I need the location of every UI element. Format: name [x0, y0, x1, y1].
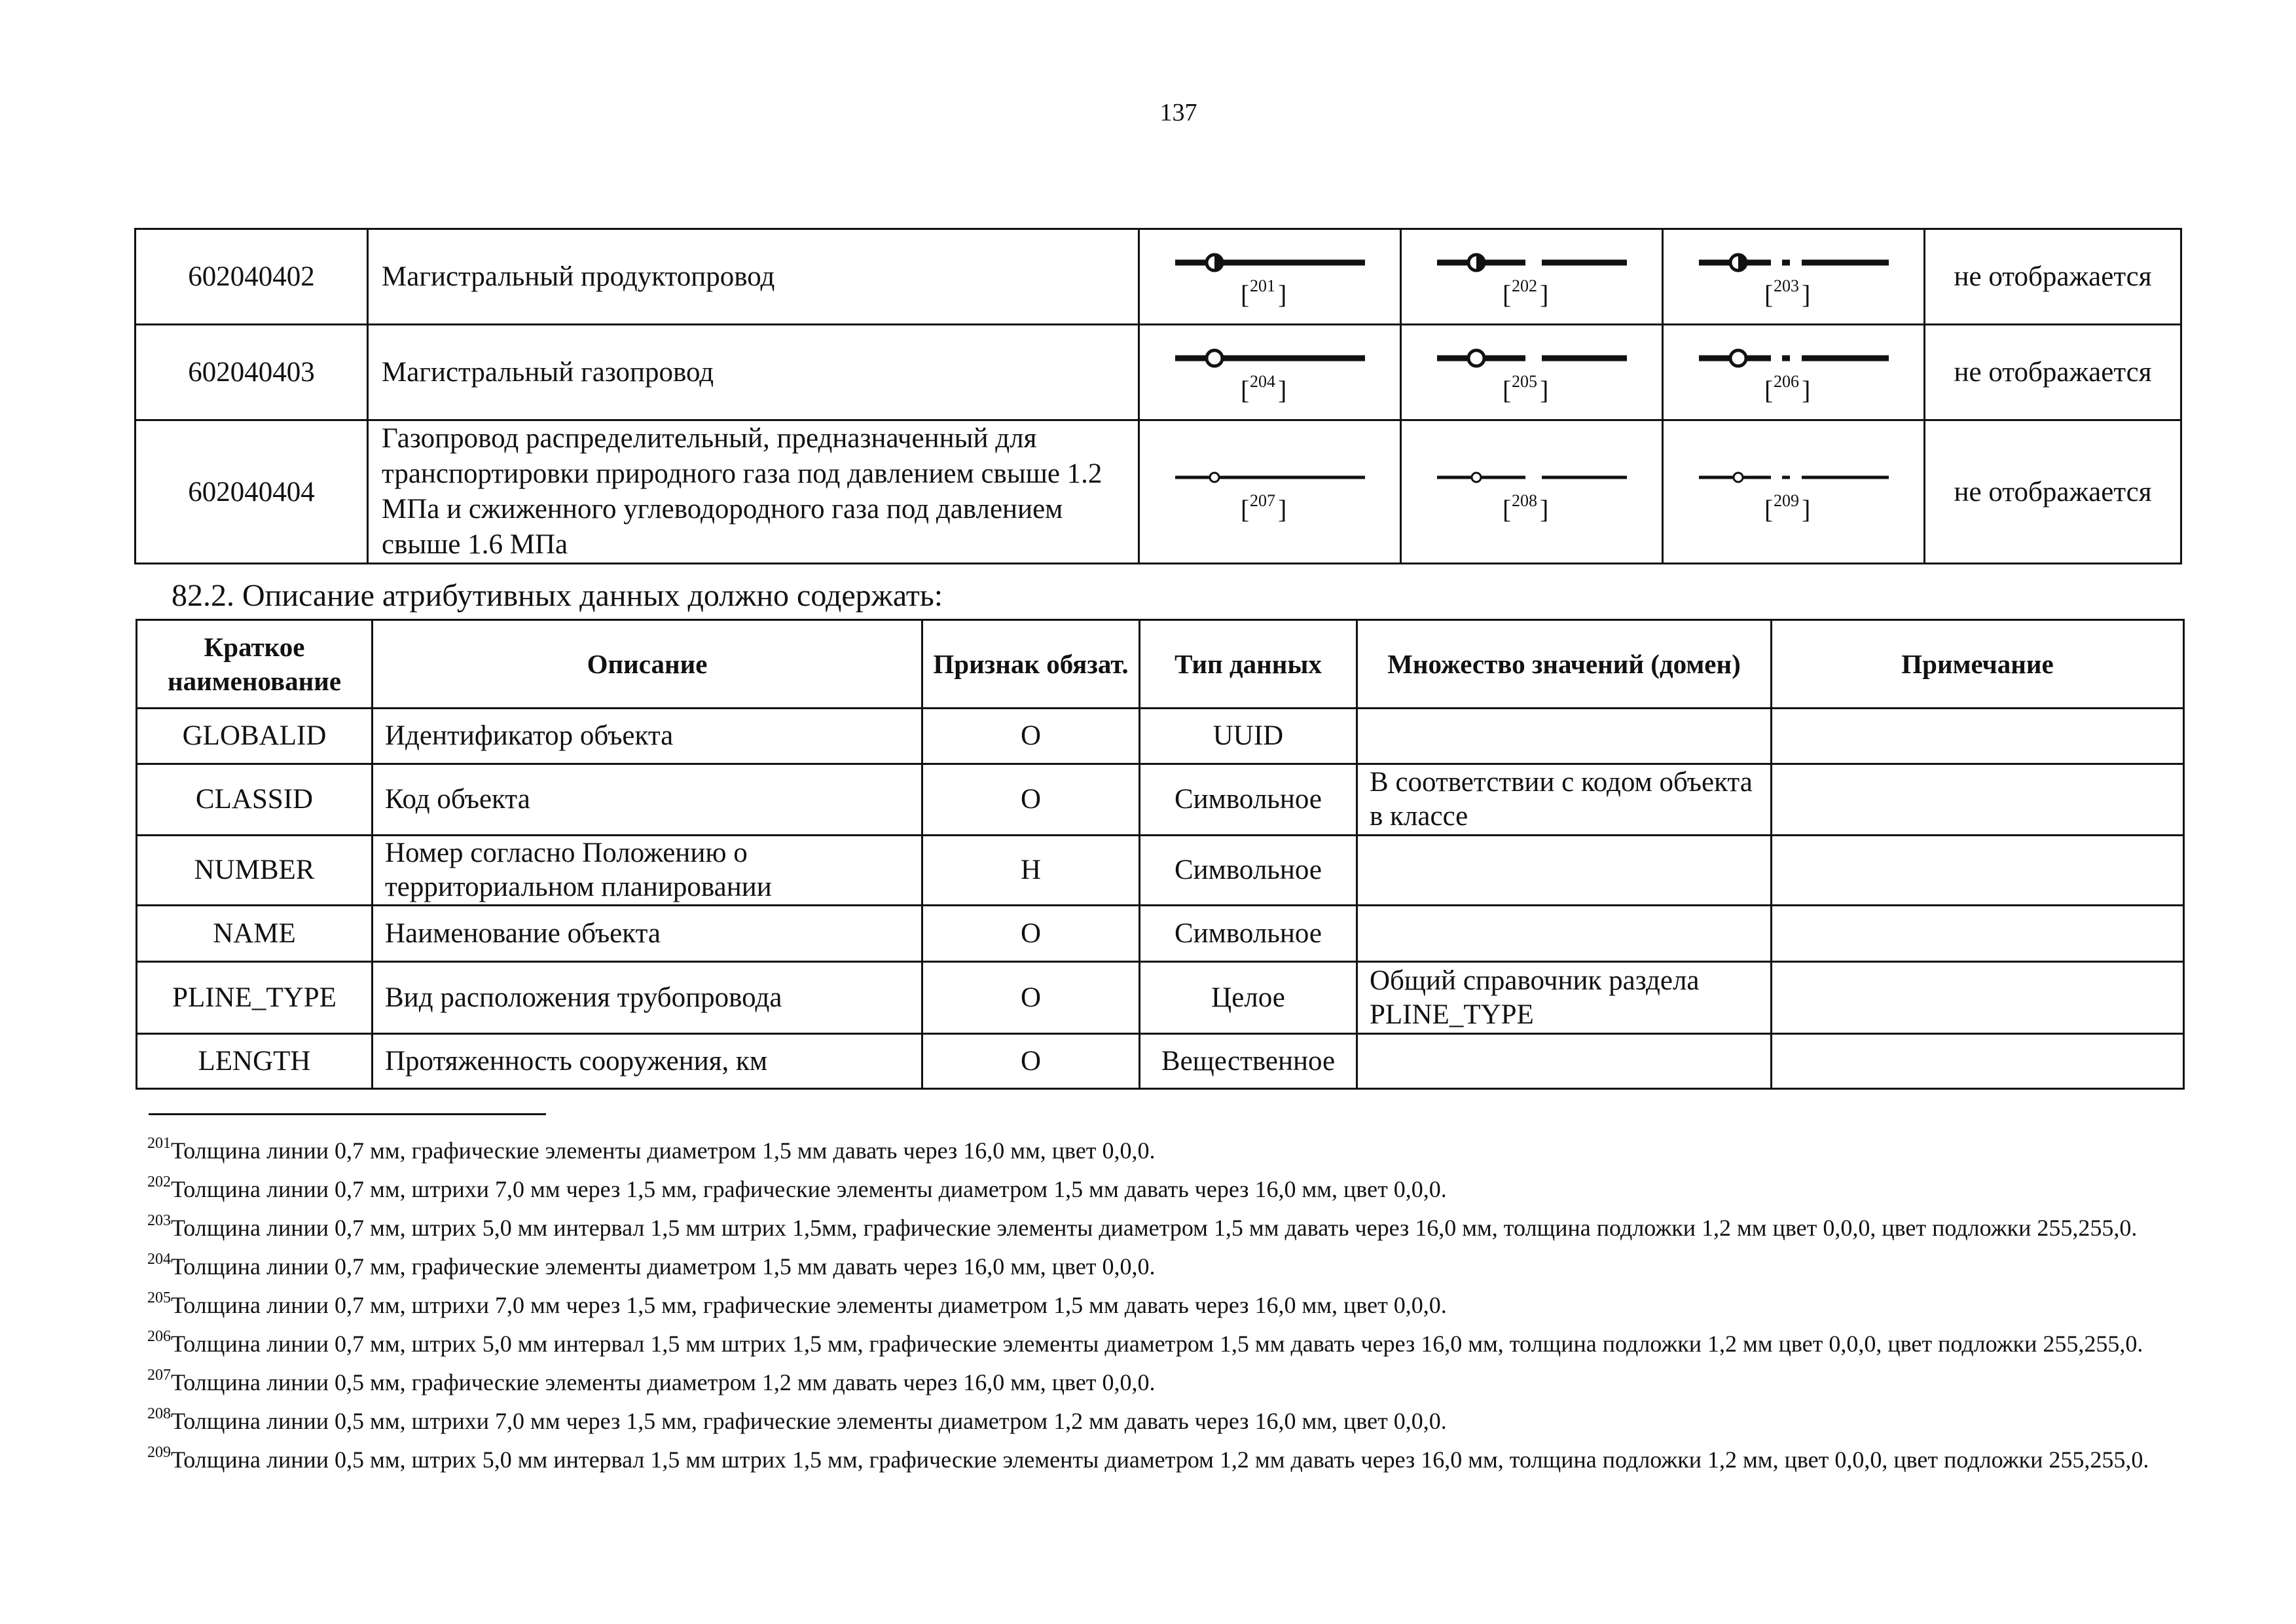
attr-data-type: Символьное: [1140, 764, 1357, 836]
footnote-ref: 208: [1511, 491, 1537, 510]
footnote-text: Толщина линии 0,5 мм, графические элементы диаметром 1,2 мм давать через 16,0 мм, цвет 0,0,0.: [171, 1369, 1156, 1395]
line-symbol-dash-dot: [1663, 325, 1925, 420]
attr-required: О: [922, 764, 1140, 836]
gas-pipeline-solid-symbol-icon: [1165, 340, 1375, 405]
svg-text:]: ]: [1539, 279, 1548, 309]
object-name: Газопровод распределительный, предназначенный для транспортировки природного газа под давлением свыше 1.2 МПа и сжиженного углеводородного газа под давлением свыше 1.6 МПа: [368, 420, 1139, 564]
attr-note: [1772, 962, 2184, 1034]
footnote-text: Толщина линии 0,5 мм, штрихи 7,0 мм через 1,5 мм, графические элементы диаметром 1,2 мм давать через 16,0 мм, цвет 0,0,0.: [171, 1408, 1447, 1434]
attr-domain: [1357, 906, 1772, 962]
attr-description: Вид расположения трубопровода: [373, 962, 922, 1034]
footnote-number: 201: [147, 1135, 171, 1152]
footnote-text: Толщина линии 0,5 мм, штрих 5,0 мм интервал 1,5 мм штрих 1,5 мм, графические элементы диаметром 1,2 мм давать через 16,0 мм, толщина подложки 1,2 мм, цвет 0,0,0, цвет подложки 255,255,0.: [171, 1447, 2149, 1473]
display-note: не отображается: [1925, 229, 2181, 325]
svg-text:[: [: [1240, 279, 1249, 309]
footnote-text: Толщина линии 0,7 мм, графические элементы диаметром 1,5 мм давать через 16,0 мм, цвет 0,0,0.: [171, 1253, 1156, 1280]
table-row: [137, 906, 2184, 962]
svg-text:[: [: [1240, 494, 1249, 524]
footnote-number: 205: [147, 1289, 171, 1306]
footnote-number: 204: [147, 1251, 171, 1268]
svg-text:[: [: [1502, 375, 1511, 405]
footnote: [147, 1282, 2183, 1321]
attr-data-type: Символьное: [1140, 906, 1357, 962]
distribution-pipeline-dash-dot-symbol-icon: [1689, 459, 1899, 525]
attr-domain: [1357, 1034, 1772, 1089]
footnote-text: Толщина линии 0,7 мм, штрих 5,0 мм интервал 1,5 мм штрих 1,5мм, графические элементы диаметром 1,5 мм давать через 16,0 мм, толщина подложки 1,2 мм цвет 0,0,0, цвет подложки 255,255,0.: [171, 1215, 2138, 1241]
footnote-text: Толщина линии 0,7 мм, графические элементы диаметром 1,5 мм давать через 16,0 мм, цвет 0,0,0.: [171, 1137, 1156, 1164]
footnote-number: 207: [147, 1367, 171, 1384]
header-note: Примечание: [1772, 620, 2184, 709]
footnote: [147, 1359, 2183, 1398]
line-symbol-dashed: [1401, 420, 1663, 564]
svg-text:[: [: [1764, 279, 1773, 309]
footnote: [147, 1398, 2183, 1437]
distribution-pipeline-solid-symbol-icon: [1165, 459, 1375, 525]
footnote-ref: 201: [1249, 276, 1275, 295]
pipeline-dashed-symbol-icon: [1427, 244, 1637, 310]
object-code: 602040404: [136, 420, 368, 564]
svg-text:]: ]: [1277, 494, 1286, 524]
attr-short-name: LENGTH: [137, 1034, 373, 1089]
footnote-ref: 204: [1249, 371, 1275, 391]
footnote-text: Толщина линии 0,7 мм, штрихи 7,0 мм через 1,5 мм, графические элементы диаметром 1,5 мм давать через 16,0 мм, цвет 0,0,0.: [171, 1176, 1447, 1202]
svg-text:]: ]: [1277, 375, 1286, 405]
table-row: [137, 764, 2184, 836]
attr-domain: [1357, 709, 1772, 764]
attr-domain: [1357, 836, 1772, 906]
footnote-number: 208: [147, 1405, 171, 1422]
attr-description: Наименование объекта: [373, 906, 922, 962]
attr-description: Номер согласно Положению о территориальном планировании: [373, 836, 922, 906]
footnote-number: 202: [147, 1173, 171, 1190]
header-data-type: Тип данных: [1140, 620, 1357, 709]
footnote-ref: 202: [1511, 276, 1537, 295]
attr-short-name: GLOBALID: [137, 709, 373, 764]
svg-text:]: ]: [1801, 279, 1810, 309]
attr-note: [1772, 906, 2184, 962]
attr-description: Идентификатор объекта: [373, 709, 922, 764]
attr-required: О: [922, 962, 1140, 1034]
table-row: [136, 325, 2181, 420]
header-required: Признак обязат.: [922, 620, 1140, 709]
attr-description: Протяженность сооружения, км: [373, 1034, 922, 1089]
svg-text:[: [: [1764, 375, 1773, 405]
svg-text:[: [: [1764, 494, 1773, 524]
svg-text:]: ]: [1539, 375, 1548, 405]
attr-data-type: Вещественное: [1140, 1034, 1357, 1089]
footnote-ref: 203: [1773, 276, 1799, 295]
table-row: [137, 709, 2184, 764]
line-symbol-solid: [1139, 420, 1401, 564]
gas-pipeline-dash-dot-symbol-icon: [1689, 340, 1899, 405]
footnote-ref: 209: [1773, 491, 1799, 510]
footnote: [147, 1437, 2183, 1475]
footnote: [147, 1244, 2183, 1282]
footnote: [147, 1205, 2183, 1244]
attribute-table: [136, 619, 2185, 1090]
table-row: [136, 420, 2181, 564]
footnote: [147, 1166, 2183, 1205]
svg-text:[: [: [1502, 494, 1511, 524]
line-symbol-solid: [1139, 325, 1401, 420]
object-name: Магистральный газопровод: [368, 325, 1139, 420]
line-symbol-dash-dot: [1663, 420, 1925, 564]
attr-note: [1772, 764, 2184, 836]
footnotes: [147, 1128, 2183, 1475]
header-short-name: Краткое наименование: [137, 620, 373, 709]
svg-text:]: ]: [1539, 494, 1548, 524]
header-description: Описание: [373, 620, 922, 709]
footnote-text: Толщина линии 0,7 мм, штрихи 7,0 мм через 1,5 мм, графические элементы диаметром 1,5 мм давать через 16,0 мм, цвет 0,0,0.: [171, 1292, 1447, 1318]
footnote-ref: 207: [1249, 491, 1275, 510]
attr-short-name: PLINE_TYPE: [137, 962, 373, 1034]
attr-data-type: UUID: [1140, 709, 1357, 764]
table-row: [137, 962, 2184, 1034]
table-row: [137, 1034, 2184, 1089]
table-row: [137, 836, 2184, 906]
footnote-ref: 206: [1773, 371, 1799, 391]
footnote-number: 209: [147, 1444, 171, 1461]
svg-text:]: ]: [1277, 279, 1286, 309]
attr-domain: Общий справочник раздела PLINE_TYPE: [1357, 962, 1772, 1034]
display-note: не отображается: [1925, 325, 2181, 420]
object-code: 602040402: [136, 229, 368, 325]
attr-note: [1772, 836, 2184, 906]
footnote-ref: 205: [1511, 371, 1537, 391]
attr-data-type: Целое: [1140, 962, 1357, 1034]
symbol-table: [134, 228, 2182, 564]
attr-short-name: NAME: [137, 906, 373, 962]
line-symbol-dash-dot: [1663, 229, 1925, 325]
gas-pipeline-dashed-symbol-icon: [1427, 340, 1637, 405]
attr-required: Н: [922, 836, 1140, 906]
table-row: [136, 229, 2181, 325]
attr-note: [1772, 709, 2184, 764]
attr-required: О: [922, 1034, 1140, 1089]
header-row: [137, 620, 2184, 709]
svg-text:[: [: [1502, 279, 1511, 309]
attr-short-name: NUMBER: [137, 836, 373, 906]
line-symbol-solid: [1139, 229, 1401, 325]
footnote-number: 206: [147, 1328, 171, 1345]
section-heading: 82.2. Описание атрибутивных данных должно содержать:: [172, 578, 943, 613]
attr-data-type: Символьное: [1140, 836, 1357, 906]
footnote: [147, 1321, 2183, 1359]
pipeline-dash-dot-symbol-icon: [1689, 244, 1899, 310]
attr-note: [1772, 1034, 2184, 1089]
object-name: Магистральный продуктопровод: [368, 229, 1139, 325]
attr-domain: В соответствии с кодом объекта в классе: [1357, 764, 1772, 836]
svg-text:]: ]: [1801, 375, 1810, 405]
line-symbol-dashed: [1401, 229, 1663, 325]
attr-short-name: CLASSID: [137, 764, 373, 836]
display-note: не отображается: [1925, 420, 2181, 564]
line-symbol-dashed: [1401, 325, 1663, 420]
header-domain: Множество значений (домен): [1357, 620, 1772, 709]
attr-description: Код объекта: [373, 764, 922, 836]
pipeline-solid-symbol-icon: [1165, 244, 1375, 310]
footnote: [147, 1128, 2183, 1166]
page-number: 137: [1159, 99, 1197, 126]
attr-required: О: [922, 906, 1140, 962]
attr-required: О: [922, 709, 1140, 764]
distribution-pipeline-dashed-symbol-icon: [1427, 459, 1637, 525]
footnote-number: 203: [147, 1212, 171, 1229]
object-code: 602040403: [136, 325, 368, 420]
footnote-divider: [149, 1113, 546, 1115]
svg-text:]: ]: [1801, 494, 1810, 524]
svg-text:[: [: [1240, 375, 1249, 405]
footnote-text: Толщина линии 0,7 мм, штрих 5,0 мм интервал 1,5 мм штрих 1,5 мм, графические элементы диаметром 1,5 мм давать через 16,0 мм, толщина подложки 1,2 мм цвет 0,0,0, цвет подложки 255,255,0.: [171, 1331, 2143, 1357]
